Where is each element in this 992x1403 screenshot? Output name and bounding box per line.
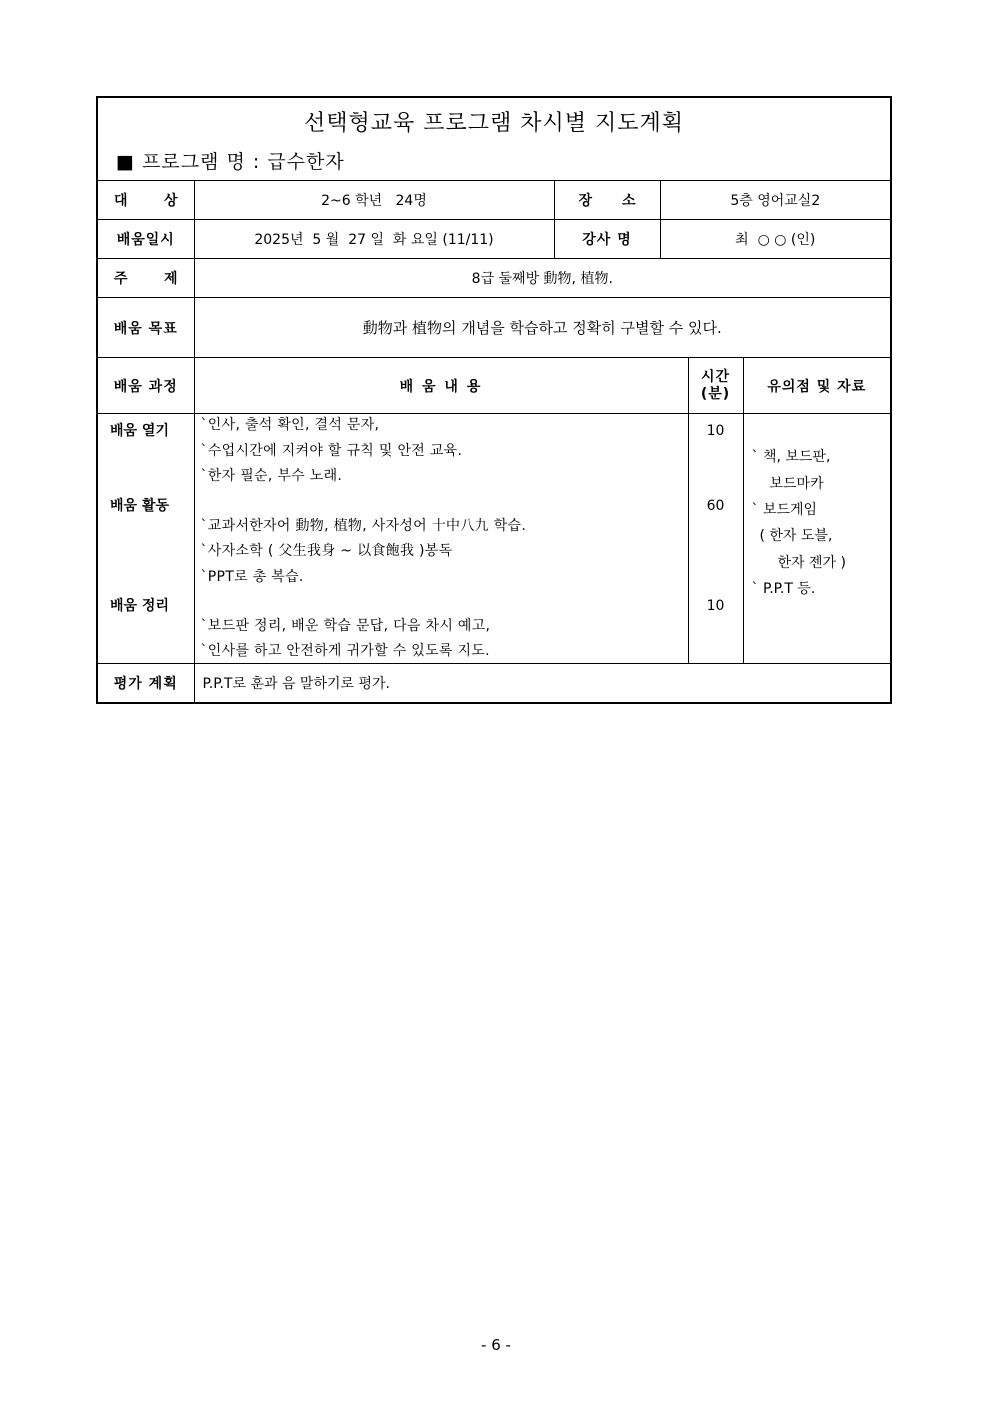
time-closing: 10 — [706, 598, 725, 614]
topic-value: 8급 둘째방 動物, 植物. — [194, 259, 891, 298]
notes-cell — [743, 414, 891, 664]
goal-value: 動物과 植物의 개념을 학습하고 정확히 구별할 수 있다. — [194, 298, 891, 358]
time-cell — [688, 414, 743, 664]
eval-value: P.P.T로 훈과 음 말하기로 평가. — [194, 664, 891, 703]
content-line: `사자소학 ( 父生我身 ~ 以食飽我 )봉독 — [200, 543, 453, 559]
page-number: - 6 - — [481, 1336, 511, 1354]
notes-line: ` 보드게임 — [751, 502, 818, 518]
notes-line: 한자 젠가 ) — [777, 555, 846, 571]
content-line: `인사를 하고 안전하게 귀가할 수 있도록 지도. — [200, 643, 490, 659]
target-label: 대 상 — [97, 181, 194, 220]
stage-opening: 배움 열기 — [110, 423, 169, 439]
topic-label: 주 제 — [97, 259, 194, 298]
time-opening: 10 — [706, 423, 725, 439]
stage-closing: 배움 정리 — [110, 598, 169, 614]
content-line: `PPT로 총 복습. — [200, 569, 304, 585]
stages-cell — [97, 414, 194, 664]
time-header-line1: 시간 — [700, 368, 731, 385]
target-value — [194, 181, 554, 220]
target-value-text: 2~6 학년 24명 — [321, 193, 427, 209]
content-line: `수업시간에 지켜야 할 규칙 및 안전 교육. — [200, 443, 463, 459]
date-value-text: 2025년 5 월 27 일 화 요일 (11/11) — [254, 232, 494, 248]
goal-label: 배움 목표 — [97, 298, 194, 358]
instructor-value — [660, 220, 891, 259]
stage-activity: 배움 활동 — [110, 498, 169, 514]
content-line: `인사, 출석 확인, 결석 문자, — [200, 417, 380, 433]
time-activity: 60 — [706, 498, 725, 514]
content-line: `교과서한자어 動物, 植物, 사자성어 十中八九 학습. — [200, 518, 527, 534]
process-label: 배움 과정 — [97, 358, 194, 414]
notes-line: 보드마카 — [769, 476, 824, 492]
eval-label: 평가 계획 — [97, 664, 194, 703]
document-title: 선택형교육 프로그램 차시별 지도계획 — [304, 111, 685, 136]
content-header — [194, 358, 688, 414]
lesson-plan-table — [96, 96, 892, 704]
notes-line: ` 책, 보드판, — [751, 449, 831, 465]
instructor-value-text: 최 ○ ○ (인) — [735, 232, 816, 248]
time-header — [688, 358, 743, 414]
notes-line: ` P.P.T 등. — [751, 581, 816, 597]
date-value — [194, 220, 554, 259]
program-name: ■ 프로그램 명 : 급수한자 — [116, 151, 345, 173]
instructor-label: 강사 명 — [554, 220, 660, 259]
place-label: 장 소 — [554, 181, 660, 220]
title-cell — [97, 97, 891, 181]
notes-header: 유의점 및 자료 — [743, 358, 891, 414]
date-label: 배움일시 — [97, 220, 194, 259]
content-header-text: 배 움 내 용 — [399, 378, 483, 395]
content-cell — [194, 414, 688, 664]
content-line: `한자 필순, 부수 노래. — [200, 468, 343, 484]
time-header-line2: (분) — [700, 385, 731, 402]
content-line: `보드판 정리, 배운 학습 문답, 다음 차시 예고, — [200, 618, 491, 634]
notes-line: ( 한자 도블, — [759, 528, 833, 544]
place-value: 5층 영어교실2 — [660, 181, 891, 220]
